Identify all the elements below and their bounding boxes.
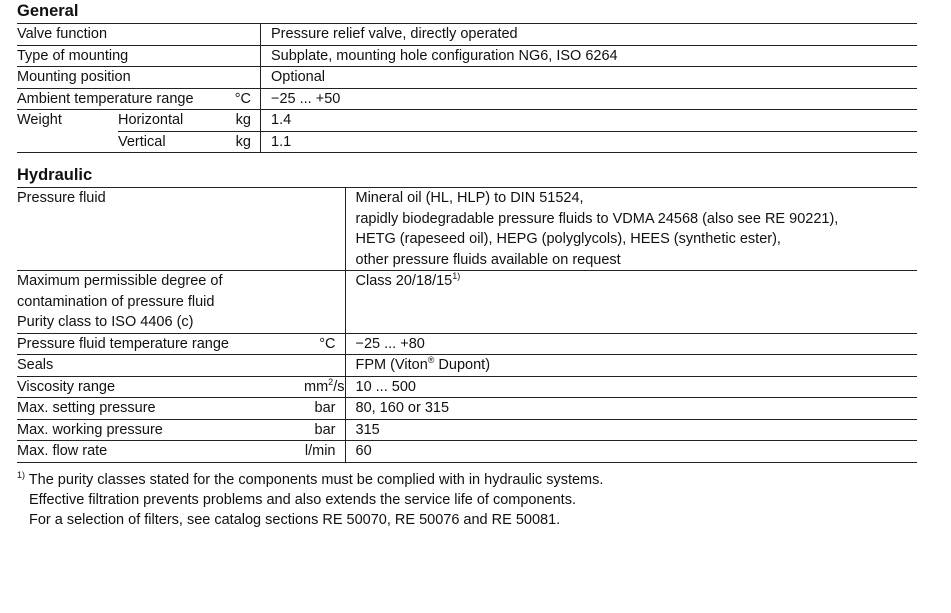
general-table xyxy=(17,23,917,153)
table-row xyxy=(17,355,917,377)
row-label: Max. setting pressure xyxy=(17,398,304,420)
row-sublabel: Vertical xyxy=(118,131,219,153)
footnote-line: Effective filtration prevents problems and also extends the service life of components. xyxy=(29,491,576,508)
row-value: 10 ... 500 xyxy=(345,376,917,398)
value-line: other pressure fluids available on request xyxy=(355,251,621,268)
section-title-general: General xyxy=(17,2,79,20)
row-unit xyxy=(304,376,345,398)
row-label: Pressure fluid temperature range xyxy=(17,333,304,355)
row-sublabel: Horizontal xyxy=(118,110,219,132)
row-unit: l/min xyxy=(304,441,345,463)
table-row xyxy=(17,131,917,153)
row-value: Subplate, mounting hole configuration NG6, ISO 6264 xyxy=(261,45,918,67)
table-row xyxy=(17,271,917,334)
row-unit: bar xyxy=(304,419,345,441)
unit-tail: /s xyxy=(333,378,345,395)
row-value: Optional xyxy=(261,67,918,89)
row-unit: °C xyxy=(304,333,345,355)
table-row xyxy=(17,441,917,463)
table-row xyxy=(17,67,917,89)
row-label: Mounting position xyxy=(17,67,219,89)
row-label: Max. flow rate xyxy=(17,441,304,463)
row-unit xyxy=(304,355,345,377)
row-value xyxy=(345,355,917,377)
table-row xyxy=(17,398,917,420)
row-label: Seals xyxy=(17,355,304,377)
label-line: Purity class to ISO 4406 (c) xyxy=(17,314,194,330)
table-row xyxy=(17,45,917,67)
table-row xyxy=(17,419,917,441)
row-unit xyxy=(304,188,345,271)
table-row xyxy=(17,188,917,271)
table-row xyxy=(17,376,917,398)
row-value: Pressure relief valve, directly operated xyxy=(261,24,918,46)
label-line: Maximum permissible degree of xyxy=(17,273,223,289)
row-unit: bar xyxy=(304,398,345,420)
registered-mark: ® xyxy=(427,355,435,366)
row-label xyxy=(17,271,304,334)
value-line: rapidly biodegradable pressure fluids to VDMA 24568 (also see RE 90221), xyxy=(355,210,839,227)
row-label: Type of mounting xyxy=(17,45,219,67)
row-unit xyxy=(219,67,261,89)
footnote-mark: 1) xyxy=(17,469,26,480)
seal-text: FPM (Viton xyxy=(355,357,428,373)
row-label: Viscosity range xyxy=(17,376,304,398)
row-unit: °C xyxy=(219,88,261,110)
hydraulic-table xyxy=(17,187,917,463)
row-value: 1.4 xyxy=(261,110,918,132)
table-row xyxy=(17,110,917,132)
footnote-ref: 1) xyxy=(452,271,461,282)
row-unit xyxy=(219,24,261,46)
row-unit: kg xyxy=(219,131,261,153)
row-value: −25 ... +50 xyxy=(261,88,918,110)
row-label: Weight xyxy=(17,110,118,132)
row-unit: kg xyxy=(219,110,261,132)
unit-base: mm xyxy=(304,378,329,395)
unit-exponent: 2 xyxy=(328,376,334,387)
row-label: Valve function xyxy=(17,24,219,46)
footnote-text: The purity classes stated for the components must be complied with in hydraulic systems. xyxy=(28,471,604,488)
table-row xyxy=(17,24,917,46)
row-label: Ambient temperature range xyxy=(17,88,219,110)
seal-text-suffix: Dupont) xyxy=(434,357,491,373)
footnote-line: For a selection of filters, see catalog sections RE 50070, RE 50076 and RE 50081. xyxy=(29,511,561,528)
table-row xyxy=(17,88,917,110)
row-value xyxy=(345,188,917,271)
row-label: Max. working pressure xyxy=(17,419,304,441)
row-value: 315 xyxy=(345,419,917,441)
row-unit xyxy=(304,271,345,334)
value-line: Mineral oil (HL, HLP) to DIN 51524, xyxy=(355,190,584,206)
row-value: 60 xyxy=(345,441,917,463)
datasheet xyxy=(17,0,917,530)
row-value: 1.1 xyxy=(261,131,918,153)
row-label: Pressure fluid xyxy=(17,188,304,271)
row-value: −25 ... +80 xyxy=(345,333,917,355)
footnote-line xyxy=(17,470,917,490)
section-title-hydraulic: Hydraulic xyxy=(17,166,93,184)
value-line: HETG (rapeseed oil), HEPG (polyglycols), HEES (synthetic ester), xyxy=(355,231,781,247)
row-value: 80, 160 or 315 xyxy=(345,398,917,420)
row-unit xyxy=(219,45,261,67)
label-line: contamination of pressure fluid xyxy=(17,293,215,310)
row-value xyxy=(345,271,917,334)
footnote xyxy=(17,470,917,530)
row-label xyxy=(17,131,118,153)
table-row xyxy=(17,333,917,355)
class-value: Class 20/18/15 xyxy=(355,273,453,289)
